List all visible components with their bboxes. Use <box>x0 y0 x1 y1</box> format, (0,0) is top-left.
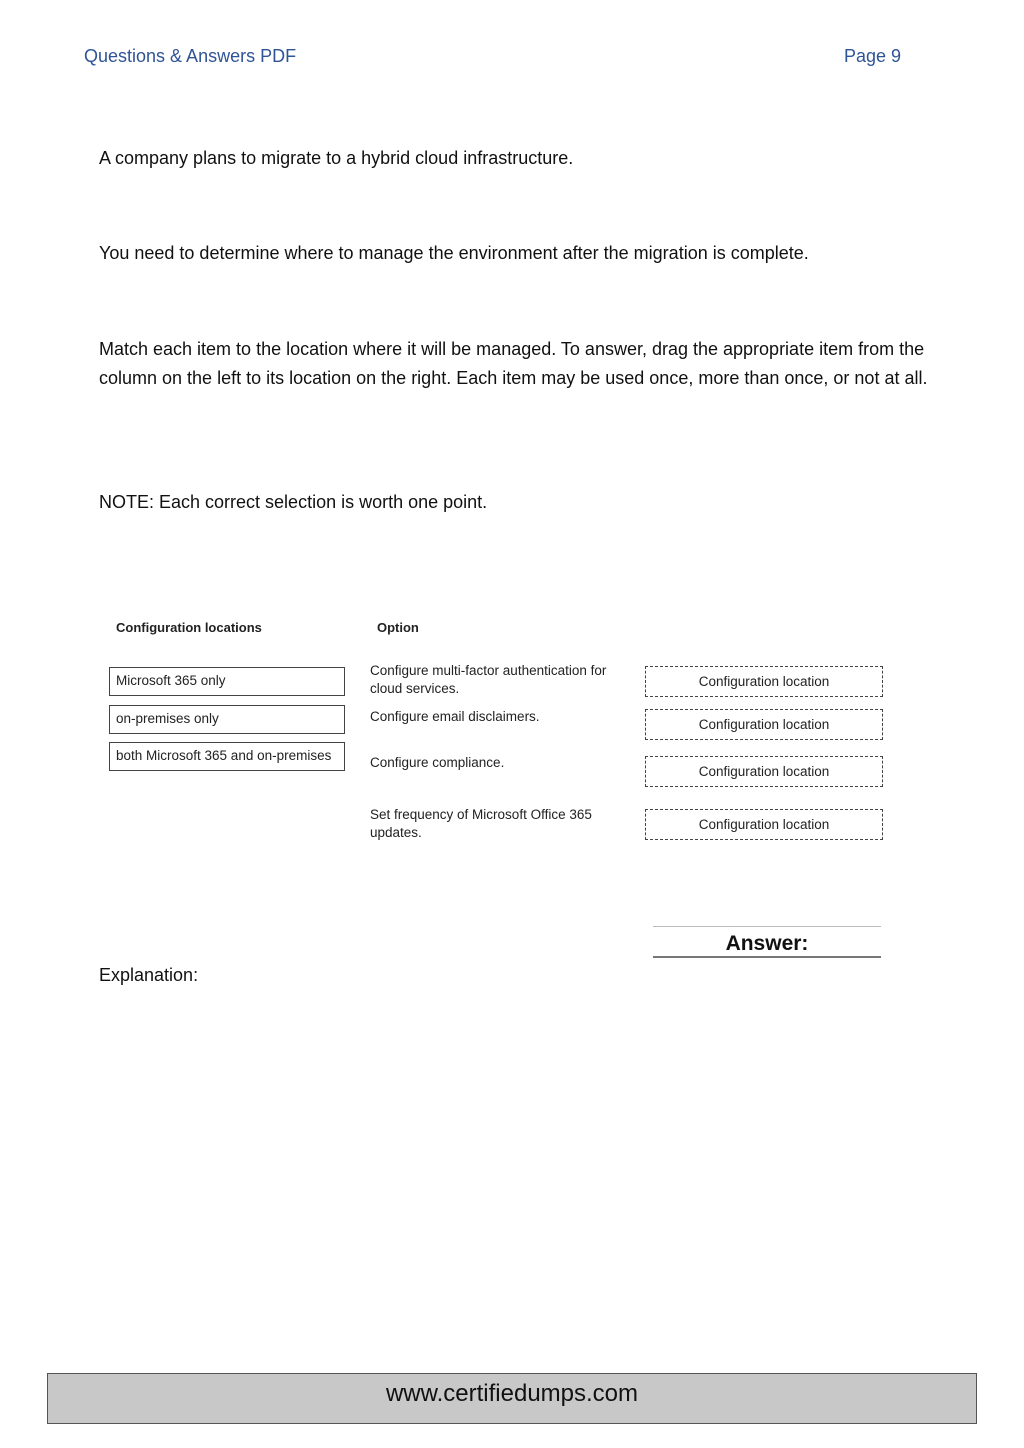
footer-url[interactable]: www.certifiedumps.com <box>385 1380 639 1407</box>
page-number: Page 9 <box>844 46 902 66</box>
answer-divider-bottom <box>653 956 881 958</box>
explanation-label: Explanation: <box>99 965 199 985</box>
answer-label: Answer: <box>725 932 809 955</box>
option-update-frequency: Set frequency of Microsoft Office 365 updates. <box>370 807 592 840</box>
drop-target-compliance[interactable]: Configuration location <box>645 756 883 787</box>
question-instructions: Match each item to the location where it will be managed. To answer, drag the appropriate item from the column on the left to its location on the right. Each item may be used once, more than once, or not at all. <box>99 339 928 388</box>
source-item-on-premises-only[interactable]: on-premises only <box>109 705 345 734</box>
option-mfa: Configure multi-factor authentication for cloud services. <box>370 663 607 696</box>
option-compliance: Configure compliance. <box>370 755 505 770</box>
footer-banner <box>47 1373 977 1424</box>
question-requirement: You need to determine where to manage the environment after the migration is complete. <box>99 243 809 263</box>
drop-target-update-frequency[interactable]: Configuration location <box>645 809 883 840</box>
source-item-microsoft-365-only[interactable]: Microsoft 365 only <box>109 667 345 696</box>
option-email-disclaimers: Configure email disclaimers. <box>370 709 540 724</box>
question-note: NOTE: Each correct selection is worth one point. <box>99 492 488 512</box>
option-column-title: Option <box>377 620 419 635</box>
answer-divider-top <box>653 926 881 927</box>
drop-target-email-disclaimers[interactable]: Configuration location <box>645 709 883 740</box>
drop-target-mfa[interactable]: Configuration location <box>645 666 883 697</box>
source-column-title: Configuration locations <box>116 620 262 635</box>
question-intro: A company plans to migrate to a hybrid cloud infrastructure. <box>99 148 574 168</box>
header-title: Questions & Answers PDF <box>84 46 297 66</box>
source-item-both[interactable]: both Microsoft 365 and on-premises <box>109 742 345 771</box>
